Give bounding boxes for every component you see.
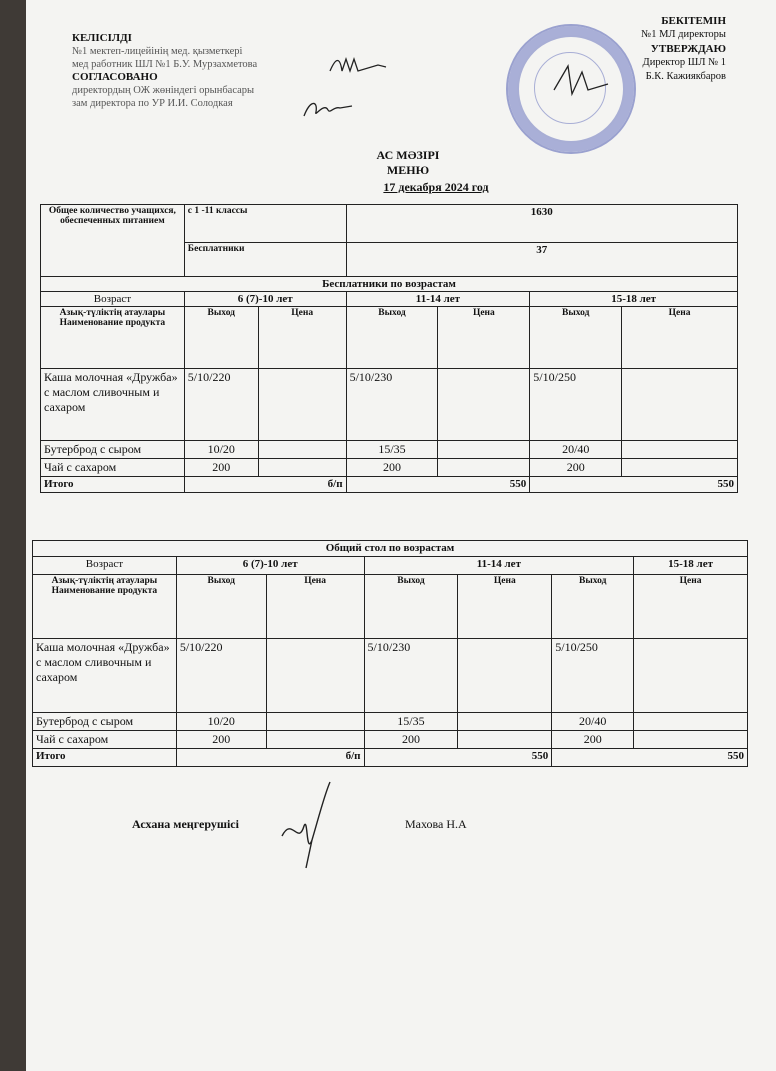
price-header: Цена — [438, 307, 530, 369]
product-name: Чай с сахаром — [41, 459, 185, 477]
output-value: 5/10/250 — [552, 639, 634, 713]
output-header: Выход — [530, 307, 622, 369]
output-value: 200 — [346, 459, 438, 477]
signature-medic — [328, 55, 388, 77]
output-value: 15/35 — [346, 441, 438, 459]
table-row — [41, 459, 738, 477]
price-header: Цена — [258, 307, 346, 369]
age-label: Возраст — [33, 557, 177, 575]
output-header: Выход — [346, 307, 438, 369]
common-section-title: Общий стол по возрастам — [33, 541, 748, 557]
price-header: Цена — [458, 575, 552, 639]
total-row — [41, 477, 738, 493]
total-price-1: б/п — [176, 749, 364, 767]
product-label: Азық-түліктің атаулары Наименование продукта — [33, 575, 177, 639]
approval-block-right — [641, 14, 726, 84]
director-role: Директор ШЛ № 1 — [642, 57, 726, 68]
total-price-3: 550 — [530, 477, 738, 493]
product-label: Азық-түліктің атаулары Наименование продукта — [41, 307, 185, 369]
table-row — [41, 369, 738, 441]
director-role-kz: №1 МЛ директоры — [641, 29, 726, 40]
signature-cook — [278, 776, 338, 872]
approval-block-left — [72, 32, 257, 110]
medic-role: №1 мектеп-лицейінің мед. қызметкері — [72, 46, 243, 57]
menu-date: 17 декабря 2024 год — [383, 180, 489, 194]
total-price-3: 550 — [552, 749, 748, 767]
output-value: 200 — [176, 731, 266, 749]
price-header: Цена — [622, 307, 738, 369]
output-value: 200 — [530, 459, 622, 477]
output-value: 200 — [184, 459, 258, 477]
product-name: Каша молочная «Дружба» с маслом сливочным и сахаром — [41, 369, 185, 441]
menu-title-kz: АС МӘЗІРІ — [376, 148, 440, 162]
output-value: 10/20 — [176, 713, 266, 731]
output-value: 5/10/230 — [364, 639, 458, 713]
free-section-title: Бесплатники по возрастам — [41, 277, 738, 292]
signature-director — [548, 60, 618, 100]
signature-deputy — [300, 96, 354, 122]
total-price-1: б/п — [184, 477, 346, 493]
medic-name: мед работник ШЛ №1 Б.У. Мурзахметова — [72, 59, 258, 70]
total-label: Итого — [41, 477, 185, 493]
output-value: 15/35 — [364, 713, 458, 731]
output-value: 20/40 — [552, 713, 634, 731]
table-row — [41, 441, 738, 459]
product-name: Бутерброд с сыром — [33, 713, 177, 731]
table-row — [33, 731, 748, 749]
age-group-3: 15-18 лет — [634, 557, 748, 575]
soglasovano-label: СОГЛАСОВАНО — [72, 71, 158, 83]
director-name: Б.К. Кажиякбаров — [645, 71, 726, 82]
free-meals-table — [40, 204, 738, 493]
table-row — [33, 713, 748, 731]
product-name: Чай с сахаром — [33, 731, 177, 749]
output-header: Выход — [184, 307, 258, 369]
output-header: Выход — [364, 575, 458, 639]
total-label: Итого — [33, 749, 177, 767]
classes-label: с 1 -11 классы — [184, 205, 346, 243]
menu-title-ru: МЕНЮ — [386, 163, 430, 177]
utverzhdayu-label: УТВЕРЖДАЮ — [650, 43, 726, 55]
output-value: 200 — [364, 731, 458, 749]
total-price-2: 550 — [346, 477, 530, 493]
output-value: 5/10/250 — [530, 369, 622, 441]
output-value: 200 — [552, 731, 634, 749]
output-value: 10/20 — [184, 441, 258, 459]
total-row — [33, 749, 748, 767]
output-value: 5/10/230 — [346, 369, 438, 441]
common-meals-table — [32, 540, 748, 767]
total-students-value: 1630 — [346, 205, 737, 243]
price-header: Цена — [634, 575, 748, 639]
output-value: 5/10/220 — [176, 639, 266, 713]
deputy-role: директордың ОЖ жөніндегі орынбасары — [72, 85, 255, 96]
product-name: Каша молочная «Дружба» с маслом сливочным и сахаром — [33, 639, 177, 713]
product-name: Бутерброд с сыром — [41, 441, 185, 459]
age-group-2: 11-14 лет — [364, 557, 634, 575]
total-students-label: Общее количество учащихся, обеспеченных питанием — [41, 205, 185, 277]
free-value: 37 — [346, 243, 737, 277]
cook-role: Асхана меңгерушісі — [132, 817, 239, 831]
free-label: Бесплатники — [184, 243, 346, 277]
deputy-name: зам директора по УР И.И. Солодкая — [72, 98, 233, 109]
output-value: 20/40 — [530, 441, 622, 459]
table-row — [33, 639, 748, 713]
age-group-3: 15-18 лет — [530, 292, 738, 307]
age-group-1: 6 (7)-10 лет — [184, 292, 346, 307]
total-price-2: 550 — [364, 749, 552, 767]
output-value: 5/10/220 — [184, 369, 258, 441]
price-header: Цена — [266, 575, 364, 639]
cook-name: Махова Н.А — [405, 817, 467, 831]
output-header: Выход — [176, 575, 266, 639]
bekitemin-label: БЕКІТЕМІН — [661, 15, 726, 27]
age-group-2: 11-14 лет — [346, 292, 530, 307]
kelisildi-label: КЕЛІСІЛДІ — [72, 32, 132, 44]
output-header: Выход — [552, 575, 634, 639]
age-group-1: 6 (7)-10 лет — [176, 557, 364, 575]
age-label: Возраст — [41, 292, 185, 307]
